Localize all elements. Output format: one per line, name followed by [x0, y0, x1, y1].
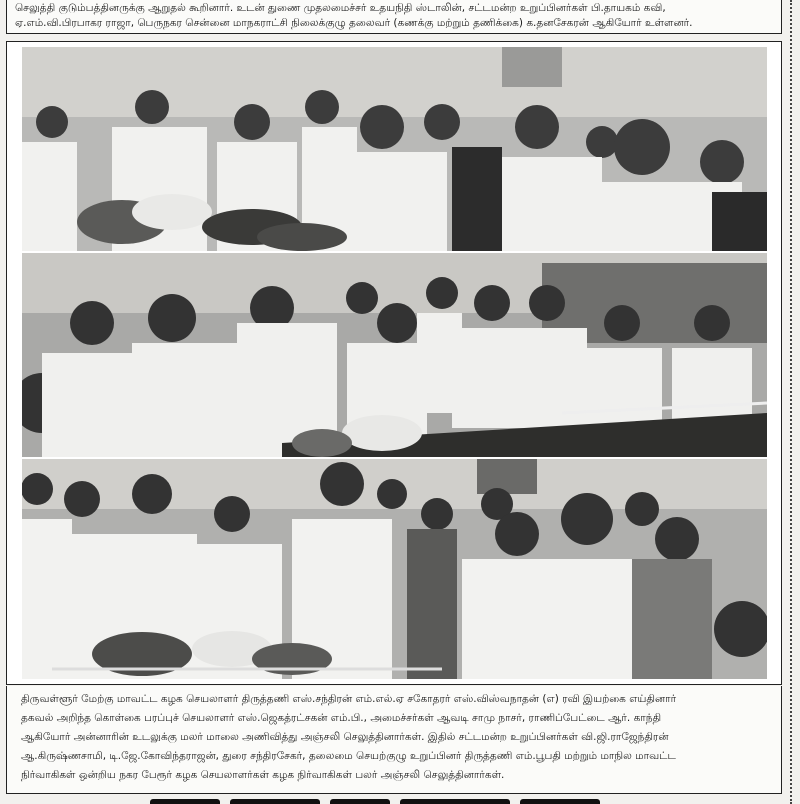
photo-tribute-3: [22, 459, 767, 679]
top-caption-box: [6, 0, 782, 34]
bottom-caption-line-2: தகவல் அறிந்த கொள்கை பரப்புச் செயலாளர் எஸ்.ஜெகத்ரட்சகன் எம்.பி., அமைச்சர்கள் ஆவடி சாமு நாசர், ராணிப்பேட்டை ஆர். காந்தி: [21, 712, 662, 724]
bottom-caption-line-3: ஆகியோர் அன்னாரின் உடலுக்கு மலர் மாலை அணிவித்து அஞ்சலி செலுத்தினார்கள். இதில் சட்டமன்ற உறுப்பினர்கள் வி.ஜி.ராஜேந்திரன்: [21, 731, 669, 743]
photo-tribute-2: [22, 253, 767, 457]
column-divider: [790, 0, 792, 804]
bottom-caption-line-5: நிர்வாகிகள் ஒன்றிய நகர பேரூர் கழக செயலாளர்கள் கழக நிர்வாகிகள் பலர் அஞ்சலி செலுத்தினார்கள்.: [21, 769, 505, 781]
bottom-caption-line-4: ஆ.கிருஷ்ணசாமி, டி.ஜே.கோவிந்தராஜன், துரை சந்திரசேகர், தலைமை செயற்குழு உறுப்பினர் திருத்தணி எம்.பூபதி மற்றும் மாநில மாவட்ட: [21, 750, 676, 762]
bottom-caption-box: [6, 686, 782, 794]
bottom-caption-line-1: திருவள்ளூர் மேற்கு மாவட்ட கழக செயலாளர் திருத்தணி எஸ்.சந்திரன் எம்.எல்.ஏ சகோதரர் எஸ்.விஸ்வநாதன் (எ) ரவி இயற்கை எய்தினார்: [21, 693, 677, 705]
top-caption-line-2: ஏ.எம்.வி.பிரபாகர ராஜா, பெருநகர சென்னை மாநகராட்சி நிலைக்குழு தலைவர் (கணக்கு மற்றும் தணிக்கை) க.தனசேகரன் ஆகியோர் உள்ளனர்.: [15, 17, 693, 29]
photo-tribute-1: [22, 47, 767, 251]
top-caption-line-1: செலுத்தி குடும்பத்தினருக்கு ஆறுதல் கூறினார். உடன் துணை முதலமைச்சர் உதயநிதி ஸ்டாலின், சட்டமன்ற உறுப்பினர்கள் பி.தாயகம் கவி,: [15, 2, 666, 14]
next-article-headline-cut-off: [150, 796, 670, 804]
